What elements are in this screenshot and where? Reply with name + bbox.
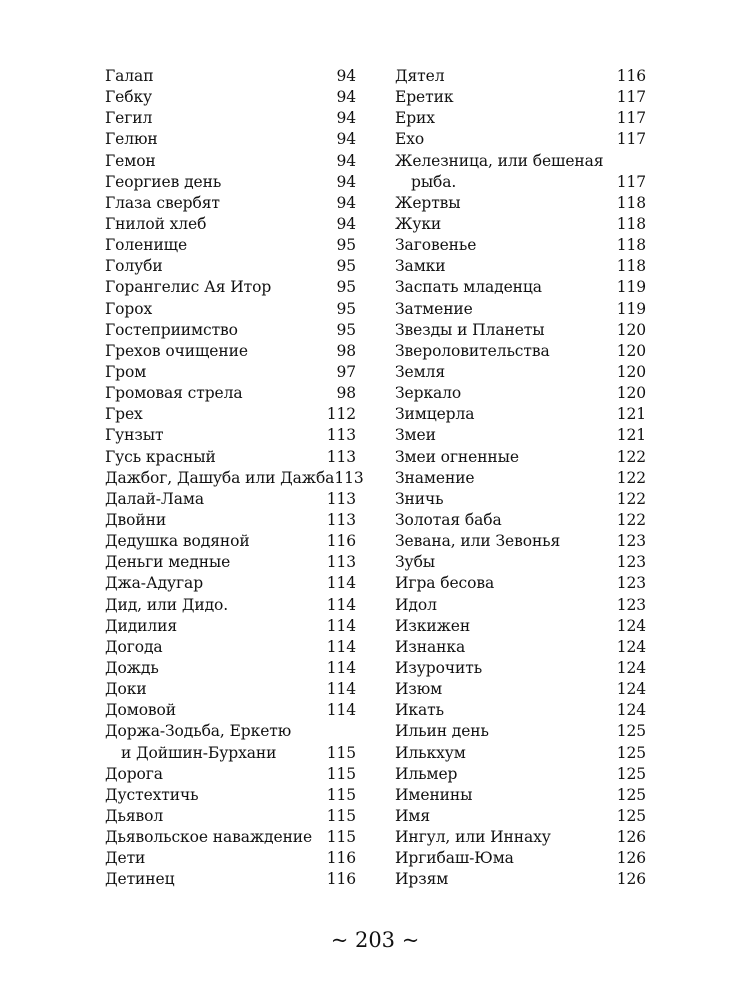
entry-term: Грех [105, 405, 143, 424]
entry-term: Дедушка водяной [105, 532, 250, 551]
index-entry [395, 785, 646, 806]
entry-page: 121 [616, 426, 646, 445]
entry-page: 95 [336, 236, 356, 255]
index-entry [395, 256, 646, 277]
index-entry [395, 616, 646, 637]
entry-term: Дождь [105, 658, 159, 677]
entry-term: Зубы [395, 553, 436, 572]
index-entry [105, 552, 356, 573]
entry-term: Замки [395, 257, 446, 276]
entry-page: 118 [616, 193, 646, 212]
entry-term: Заспать младенца [395, 278, 542, 297]
entry-page: 125 [616, 806, 646, 825]
entry-page: 113 [326, 510, 356, 529]
entry-page: 114 [326, 616, 356, 635]
entry-page: 126 [616, 849, 646, 868]
entry-term: Идол [395, 595, 437, 614]
entry-page: 94 [336, 130, 356, 149]
entry-term: Изнанка [395, 637, 466, 656]
index-entry [105, 721, 356, 742]
entry-page: 123 [616, 553, 646, 572]
index-entry [395, 806, 646, 827]
entry-page: 113 [326, 426, 356, 445]
entry-page: 125 [616, 722, 646, 741]
index-entry [395, 700, 646, 721]
entry-page: 114 [326, 595, 356, 614]
index-entry [105, 404, 356, 425]
index-entry [395, 299, 646, 320]
index-entry [105, 806, 356, 827]
entry-term: Гостеприимство [105, 320, 238, 339]
index-entry [395, 552, 646, 573]
entry-term: Джа-Адугар [105, 574, 204, 593]
index-entry [395, 151, 646, 172]
entry-term: Грехов очищение [105, 341, 248, 360]
index-entry [395, 447, 646, 468]
entry-page: 97 [336, 362, 356, 381]
entry-page: 120 [616, 341, 646, 360]
index-entry [395, 869, 646, 890]
entry-term: Зничь [395, 489, 444, 508]
index-entry-continuation [105, 743, 356, 764]
index-entry [395, 341, 646, 362]
index-entry [105, 425, 356, 446]
entry-page: 114 [326, 574, 356, 593]
entry-term: Гром [105, 362, 147, 381]
entry-page: 122 [616, 447, 646, 466]
index-entry [395, 320, 646, 341]
index-entry [395, 362, 646, 383]
entry-page: 118 [616, 257, 646, 276]
entry-term: Ильмер [395, 764, 458, 783]
index-entry [395, 489, 646, 510]
entry-page: 123 [616, 595, 646, 614]
entry-page: 114 [326, 701, 356, 720]
entry-page: 123 [616, 532, 646, 551]
entry-page: 95 [336, 320, 356, 339]
entry-term: Ильин день [395, 722, 489, 741]
index-entry-continuation [395, 172, 646, 193]
entry-term: Доки [105, 680, 147, 699]
entry-term: Зевана, или Зевонья [395, 532, 561, 551]
entry-page: 115 [326, 785, 356, 804]
entry-term-continuation: рыба. [411, 172, 457, 191]
index-entry [395, 277, 646, 298]
entry-term: Дидилия [105, 616, 178, 635]
entry-term: Громовая стрела [105, 384, 243, 403]
entry-page: 122 [616, 510, 646, 529]
entry-page: 117 [616, 109, 646, 128]
entry-term: Земля [395, 362, 446, 381]
entry-page: 95 [336, 278, 356, 297]
entry-page: 114 [326, 658, 356, 677]
index-entry [105, 679, 356, 700]
entry-term: Деньги медные [105, 553, 231, 572]
index-entry [395, 827, 646, 848]
index-entry [395, 848, 646, 869]
index-entry [395, 87, 646, 108]
index-entry [105, 531, 356, 552]
index-entry [395, 193, 646, 214]
entry-term: Догода [105, 637, 163, 656]
entry-page: 113 [334, 468, 364, 487]
entry-term: Дорога [105, 764, 163, 783]
entry-term: Имя [395, 806, 431, 825]
entry-term: Гемон [105, 151, 156, 170]
index-entry [105, 129, 356, 150]
entry-page: 124 [616, 658, 646, 677]
entry-term: Горох [105, 299, 153, 318]
entry-page: 122 [616, 468, 646, 487]
entry-term: Звероловительства [395, 341, 550, 360]
entry-term: Гебку [105, 88, 153, 107]
entry-term: Дид, или Дидо. [105, 595, 229, 614]
page-number: ~ 203 ~ [330, 928, 420, 952]
entry-term: Ирзям [395, 870, 449, 889]
entry-page: 115 [326, 743, 356, 762]
entry-term: Железница, или бешеная [395, 151, 604, 170]
entry-page: 113 [326, 447, 356, 466]
index-entry [395, 721, 646, 742]
entry-term: Зимцерла [395, 405, 475, 424]
entry-page: 98 [336, 384, 356, 403]
entry-page: 94 [336, 88, 356, 107]
entry-term: Дьявольское наваждение [105, 828, 313, 847]
index-entry [105, 489, 356, 510]
index-entry [395, 425, 646, 446]
entry-term: Иргибаш-Юма [395, 849, 514, 868]
entry-term: Голенище [105, 236, 188, 255]
entry-term: Горангелис Ая Итор [105, 278, 272, 297]
entry-term: Звезды и Планеты [395, 320, 545, 339]
index-entry [105, 827, 356, 848]
index-entry [105, 637, 356, 658]
index-entry [105, 87, 356, 108]
entry-page: 94 [336, 151, 356, 170]
index-entry [105, 869, 356, 890]
entry-page: 114 [326, 680, 356, 699]
entry-page: 124 [616, 616, 646, 635]
index-entry [395, 108, 646, 129]
entry-page: 112 [326, 405, 356, 424]
index-entry [395, 510, 646, 531]
entry-term: Именины [395, 785, 473, 804]
index-entry [105, 277, 356, 298]
index-entry [105, 573, 356, 594]
entry-term: Гунзыт [105, 426, 164, 445]
entry-term: Игра бесова [395, 574, 495, 593]
index-entry [395, 404, 646, 425]
entry-page: 119 [616, 278, 646, 297]
index-entry [395, 129, 646, 150]
entry-term: Заговенье [395, 236, 477, 255]
entry-page: 115 [326, 806, 356, 825]
index-entry [105, 256, 356, 277]
entry-term: Детинец [105, 870, 175, 889]
index-entry [105, 785, 356, 806]
entry-page: 125 [616, 785, 646, 804]
entry-page: 116 [326, 870, 356, 889]
entry-term: Дьявол [105, 806, 164, 825]
entry-term: Дети [105, 849, 146, 868]
index-entry [105, 700, 356, 721]
index-entry [395, 679, 646, 700]
index-column-left [105, 66, 364, 890]
index-entry [105, 320, 356, 341]
entry-page: 117 [616, 88, 646, 107]
index-entry [105, 193, 356, 214]
entry-page: 117 [616, 130, 646, 149]
entry-term: Гелюн [105, 130, 158, 149]
entry-page: 120 [616, 362, 646, 381]
index-entry [395, 383, 646, 404]
entry-term: Георгиев день [105, 172, 222, 191]
entry-term: Икать [395, 701, 444, 720]
index-entry [105, 235, 356, 256]
index-entry [105, 848, 356, 869]
entry-page: 114 [326, 637, 356, 656]
index-entry [105, 616, 356, 637]
entry-term: Голуби [105, 257, 163, 276]
entry-term: Ингул, или Иннаху [395, 828, 551, 847]
entry-term: Змеи огненные [395, 447, 519, 466]
entry-page: 118 [616, 236, 646, 255]
entry-page: 94 [336, 109, 356, 128]
index-entry [395, 637, 646, 658]
entry-page: 113 [326, 489, 356, 508]
index-entry [105, 299, 356, 320]
entry-page: 94 [336, 214, 356, 233]
index-entry [395, 468, 646, 489]
entry-term: Знамение [395, 468, 475, 487]
entry-term: Глаза свербят [105, 193, 220, 212]
index-entry [395, 764, 646, 785]
entry-page: 124 [616, 701, 646, 720]
entry-term: Домовой [105, 701, 177, 720]
entry-term: Двойни [105, 510, 167, 529]
entry-page: 126 [616, 870, 646, 889]
index-entry [105, 764, 356, 785]
entry-term: Доржа-Зодьба, Еркетю [105, 722, 292, 741]
entry-term: Изюм [395, 680, 443, 699]
entry-page: 116 [616, 67, 646, 85]
index-column-right [395, 66, 646, 890]
index-entry [395, 214, 646, 235]
index-entry [105, 658, 356, 679]
entry-term: Гусь красный [105, 447, 216, 466]
entry-term: Дустехтичь [105, 785, 199, 804]
entry-page: 94 [336, 67, 356, 85]
entry-term: Ехо [395, 130, 425, 149]
entry-term: Жертвы [395, 193, 461, 212]
entry-page: 124 [616, 680, 646, 699]
entry-page: 115 [326, 764, 356, 783]
index-entry [105, 595, 356, 616]
entry-page: 121 [616, 405, 646, 424]
index-entry [395, 595, 646, 616]
entry-term: Жуки [395, 214, 442, 233]
index-entry [105, 468, 364, 489]
entry-page: 120 [616, 384, 646, 403]
entry-page: 113 [326, 553, 356, 572]
index-entry [105, 214, 356, 235]
entry-term: Зеркало [395, 384, 462, 403]
index-entry [105, 447, 356, 468]
index-entry [105, 510, 356, 531]
entry-page: 122 [616, 489, 646, 508]
entry-page: 120 [616, 320, 646, 339]
index-entry [395, 658, 646, 679]
entry-page: 95 [336, 299, 356, 318]
entry-term-continuation: и Дойшин-Бурхани [121, 743, 277, 762]
entry-page: 119 [616, 299, 646, 318]
entry-page: 125 [616, 743, 646, 762]
index-entry [105, 341, 356, 362]
entry-page: 126 [616, 828, 646, 847]
index-entry [105, 362, 356, 383]
entry-term: Илькхум [395, 743, 466, 762]
index-entry [395, 66, 646, 87]
entry-term: Еретик [395, 88, 454, 107]
entry-term: Затмение [395, 299, 473, 318]
index-entry [105, 66, 356, 87]
entry-page: 118 [616, 214, 646, 233]
entry-term: Дятел [395, 67, 445, 85]
entry-page: 94 [336, 172, 356, 191]
entry-term: Гнилой хлеб [105, 214, 207, 233]
entry-term: Гегил [105, 109, 153, 128]
entry-page: 116 [326, 532, 356, 551]
entry-term: Изкижен [395, 616, 471, 635]
entry-page: 94 [336, 193, 356, 212]
index-entry [105, 108, 356, 129]
entry-page: 115 [326, 828, 356, 847]
entry-page: 125 [616, 764, 646, 783]
index-entry [105, 172, 356, 193]
entry-term: Далай-Лама [105, 489, 204, 508]
entry-term: Изурочить [395, 658, 483, 677]
entry-term: Золотая баба [395, 510, 502, 529]
entry-page: 116 [326, 849, 356, 868]
entry-page: 95 [336, 257, 356, 276]
index-entry [395, 531, 646, 552]
index-entry [105, 383, 356, 404]
entry-page: 117 [616, 172, 646, 191]
entry-term: Ерих [395, 109, 435, 128]
index-entry [395, 743, 646, 764]
entry-page: 98 [336, 341, 356, 360]
entry-page: 123 [616, 574, 646, 593]
index-entry [105, 151, 356, 172]
entry-term: Галап [105, 67, 154, 85]
index-entry [395, 235, 646, 256]
entry-term: Змеи [395, 426, 436, 445]
entry-term: Дажбог, Дашуба или Дажба [105, 468, 335, 487]
index-entry [395, 573, 646, 594]
entry-page: 124 [616, 637, 646, 656]
